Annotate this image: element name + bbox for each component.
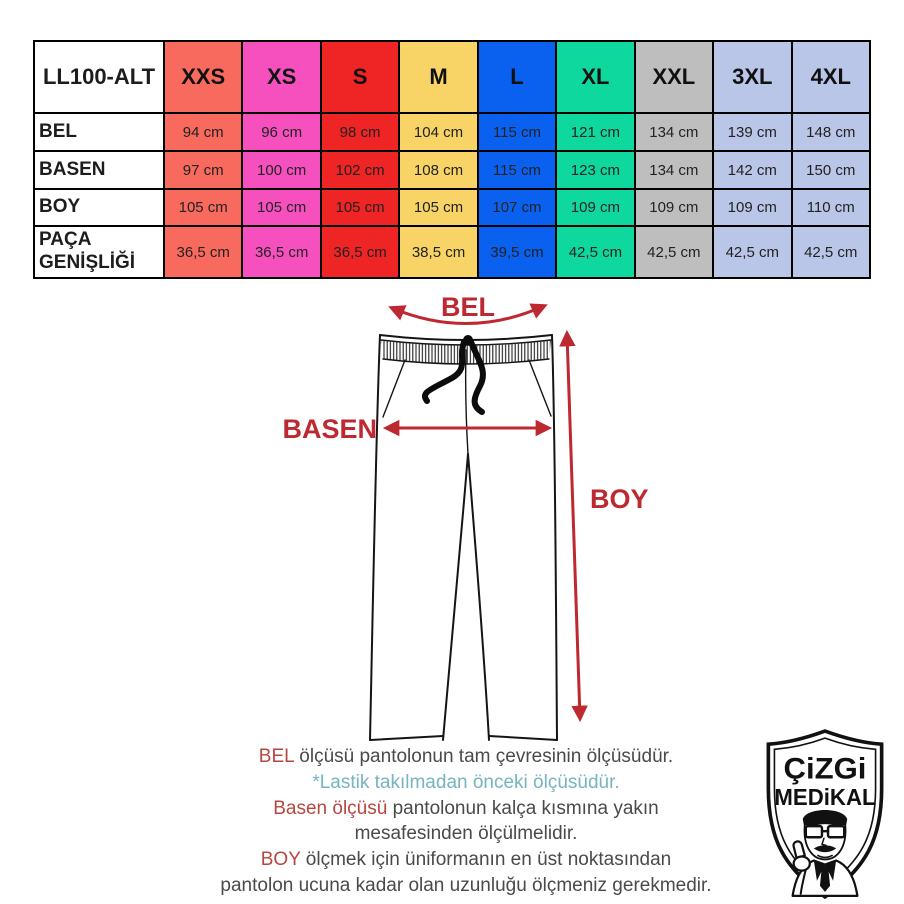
boy-value: 110 cm [792,189,871,226]
basen-value: 134 cm [635,151,713,189]
size-header-s: S [321,41,399,113]
paca-value: 42,5 cm [556,226,634,278]
pants-outline-drawing [370,335,557,740]
logo-line2: MEDiKAL [774,783,876,810]
model-code: LL100-ALT [34,41,164,113]
table-row-bel [34,113,870,151]
logo-line1: ÇiZGi [783,752,867,786]
bel-value: 96 cm [242,113,320,151]
basen-value: 150 cm [792,151,871,189]
bel-value: 98 cm [321,113,399,151]
basen-diagram-label: BASEN [282,414,377,444]
bel-value: 121 cm [556,113,634,151]
table-row-boy [34,189,870,226]
note-basen-keyword: Basen ölçüsü [273,797,388,819]
note-basen-text: pantolonun kalça kısmına yakın [387,797,659,819]
note-line-basen2: mesafesinden ölçülmelidir. [354,823,578,845]
size-header-xxs: XXS [164,41,242,113]
bel-measure-annotation [392,292,544,324]
size-header-m: M [399,41,477,113]
basen-value: 97 cm [164,151,242,189]
size-header-xxl: XXL [635,41,713,113]
basen-value: 123 cm [556,151,634,189]
bel-value: 115 cm [478,113,556,151]
basen-value: 100 cm [242,151,320,189]
paca-value: 42,5 cm [635,226,713,278]
table-row-basen [34,151,870,189]
boy-value: 109 cm [713,189,791,226]
size-chart [33,40,871,279]
boy-value: 107 cm [478,189,556,226]
note-bel-text: ölçüsü pantolonun tam çevresinin ölçüsüdür. [294,746,674,767]
basen-value: 142 cm [713,151,791,189]
bel-value: 104 cm [399,113,477,151]
boy-value: 109 cm [556,189,634,226]
paca-value: 42,5 cm [713,226,791,278]
bel-value: 94 cm [164,113,242,151]
size-header-l: L [478,41,556,113]
size-header-xl: XL [556,41,634,113]
note-boy-keyword: BOY [260,849,301,871]
basen-value: 102 cm [321,151,399,189]
boy-value: 105 cm [242,189,320,226]
bel-value: 139 cm [713,113,791,151]
row-label-bel: BEL [34,113,164,151]
note-line-boy2: pantolon ucuna kadar olan uzunluğu ölçmeniz gerekmedir. [220,874,712,896]
bel-diagram-label: BEL [441,292,495,322]
bel-value: 134 cm [635,113,713,151]
paca-value: 38,5 cm [399,226,477,278]
paca-value: 42,5 cm [792,226,871,278]
row-label-basen: BASEN [34,151,164,189]
row-label-paca: PAÇA GENİŞLİĞİ [34,226,164,278]
brand-logo [752,726,898,904]
boy-measure-annotation [567,334,649,718]
boy-value: 105 cm [164,189,242,226]
paca-value: 39,5 cm [478,226,556,278]
boy-diagram-label: BOY [590,484,649,514]
note-bel-keyword: BEL [258,746,295,767]
boy-value: 105 cm [321,189,399,226]
row-label-boy: BOY [34,189,164,226]
basen-value: 115 cm [478,151,556,189]
bel-value: 148 cm [792,113,871,151]
size-header-4xl: 4XL [792,41,871,113]
pants-measurement-diagram [280,290,700,750]
size-table [33,40,871,279]
note-line-lastik: *Lastik takılmadan önceki ölçüsüdür. [312,771,620,793]
basen-value: 108 cm [399,151,477,189]
paca-value: 36,5 cm [242,226,320,278]
boy-value: 105 cm [399,189,477,226]
table-row-paca [34,226,870,278]
size-header-3xl: 3XL [713,41,791,113]
size-header-xs: XS [242,41,320,113]
note-boy-text: ölçmek için üniformanın en üst noktasından [300,849,672,871]
boy-value: 109 cm [635,189,713,226]
paca-value: 36,5 cm [164,226,242,278]
paca-value: 36,5 cm [321,226,399,278]
basen-measure-annotation [282,414,548,444]
